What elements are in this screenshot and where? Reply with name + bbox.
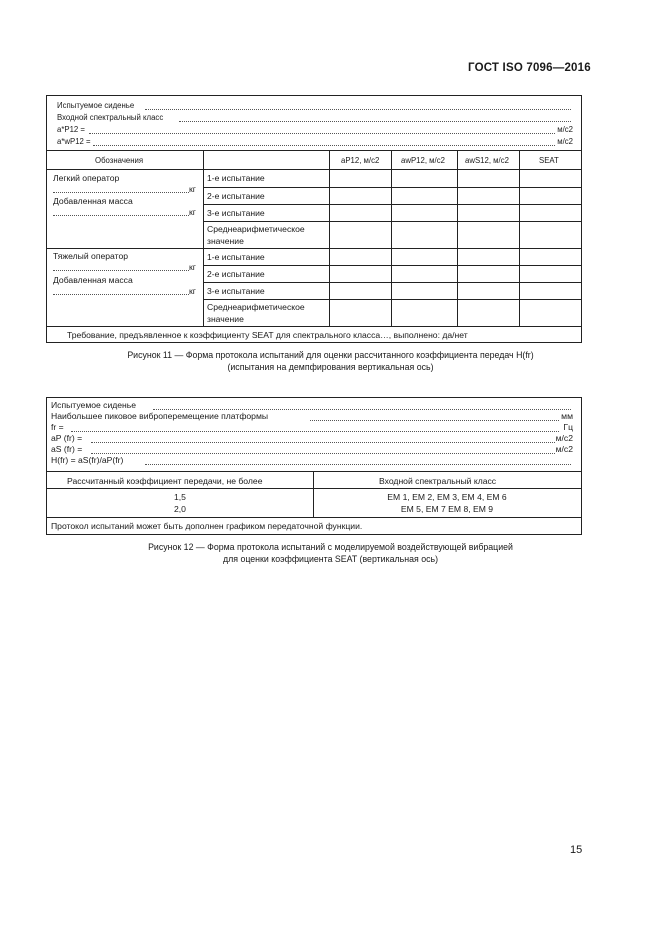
page-number: 15 bbox=[570, 844, 583, 856]
fig11-light-row-mean: Среднеарифметическое значение bbox=[207, 224, 305, 246]
fig12-row1-coef: 1,5 bbox=[174, 492, 186, 502]
fig11-requirement: Требование, предъявленное к коэффициенту SEAT для спектрального класса…, выполнено: да/нет bbox=[67, 330, 468, 340]
fig11-heavy-row-1: 1-е испытание bbox=[207, 252, 265, 262]
fig11-awp12-unit: м/с2 bbox=[557, 137, 573, 146]
fig12-fr-label: fr = bbox=[51, 422, 64, 432]
fig11-protocol-table bbox=[46, 95, 582, 343]
fig11-header-awp12: awP12, м/с2 bbox=[401, 156, 445, 165]
fig12-seat-label: Испытуемое сиденье bbox=[51, 400, 137, 410]
fig12-peak-unit: мм bbox=[561, 411, 573, 421]
fig11-light-kg-2: кг bbox=[189, 207, 196, 217]
fig11-heavy-kg-1: кг bbox=[189, 262, 196, 272]
fig11-light-mass-label: Добавленная масса bbox=[53, 196, 133, 206]
fig12-fr-unit: Гц bbox=[563, 422, 573, 432]
fig11-caption-line1: Рисунок 11 — Форма протокола испытаний для оценки рассчитанного коэффициента передач H(fr) bbox=[127, 350, 534, 360]
fig12-as-label: aS (fr) = bbox=[51, 444, 83, 454]
fig12-as-unit: м/с2 bbox=[555, 444, 573, 454]
fig12-h-label: H(fr) = aS(fr)/aP(fr) bbox=[51, 455, 124, 465]
fig11-light-kg-1: кг bbox=[189, 184, 196, 194]
fig12-caption-line2: для оценки коэффициента SEAT (вертикальная ось) bbox=[222, 554, 438, 564]
fig11-seat-label: Испытуемое сиденье bbox=[57, 101, 135, 110]
fig12-row2-coef: 2,0 bbox=[174, 504, 186, 514]
fig11-ap12-label: a*P12 = bbox=[57, 125, 85, 134]
fig12-peak-label: Наибольшее пиковое виброперемещение платформы bbox=[51, 411, 269, 421]
fig11-input-class-label: Входной спектральный класс bbox=[57, 113, 164, 122]
fig12-caption-line1: Рисунок 12 — Форма протокола испытаний с моделируемой воздействующей вибрацией bbox=[148, 542, 513, 552]
fig11-light-operator-label: Легкий оператор bbox=[53, 173, 120, 183]
fig11-heavy-row-2: 2-е испытание bbox=[207, 269, 265, 279]
fig12-header-class: Входной спектральный класс bbox=[379, 476, 497, 486]
fig12-protocol-table bbox=[46, 397, 582, 535]
fig12-note: Протокол испытаний может быть дополнен графиком передаточной функции. bbox=[51, 521, 363, 531]
fig11-light-row-3: 3-е испытание bbox=[207, 208, 265, 218]
fig11-ap12-unit: м/с2 bbox=[557, 125, 573, 134]
fig11-heavy-operator-label: Тяжелый оператор bbox=[53, 251, 129, 261]
fig12-ap-label: aP (fr) = bbox=[51, 433, 83, 443]
fig12-row1-classes: EM 1, EM 2, EM 3, EM 4, EM 6 bbox=[387, 492, 507, 502]
fig11-header-ap12: aP12, м/с2 bbox=[341, 156, 380, 165]
fig11-heavy-row-mean: Среднеарифметическое значение bbox=[207, 302, 305, 324]
fig11-header-aws12: awS12, м/с2 bbox=[465, 156, 509, 165]
fig11-light-row-1: 1-е испытание bbox=[207, 173, 265, 183]
fig11-caption-line2: (испытания на демпфирования вертикальная ось) bbox=[227, 362, 434, 372]
fig12-ap-unit: м/с2 bbox=[555, 433, 573, 443]
fig11-header-seat: SEAT bbox=[539, 156, 559, 165]
fig12-row2-classes: EM 5, EM 7 EM 8, EM 9 bbox=[400, 504, 494, 514]
fig11-header-designation: Обозначения bbox=[95, 156, 144, 165]
fig12-header-coef: Рассчитанный коэффициент передачи, не более bbox=[67, 476, 263, 486]
fig11-heavy-kg-2: кг bbox=[189, 286, 196, 296]
fig11-heavy-mass-label: Добавленная масса bbox=[53, 275, 133, 285]
document-standard-header: ГОСТ ISO 7096—2016 bbox=[468, 62, 591, 74]
fig11-awp12-label: a*wP12 = bbox=[57, 137, 91, 146]
fig11-light-row-2: 2-е испытание bbox=[207, 191, 265, 201]
fig11-heavy-row-3: 3-е испытание bbox=[207, 286, 265, 296]
